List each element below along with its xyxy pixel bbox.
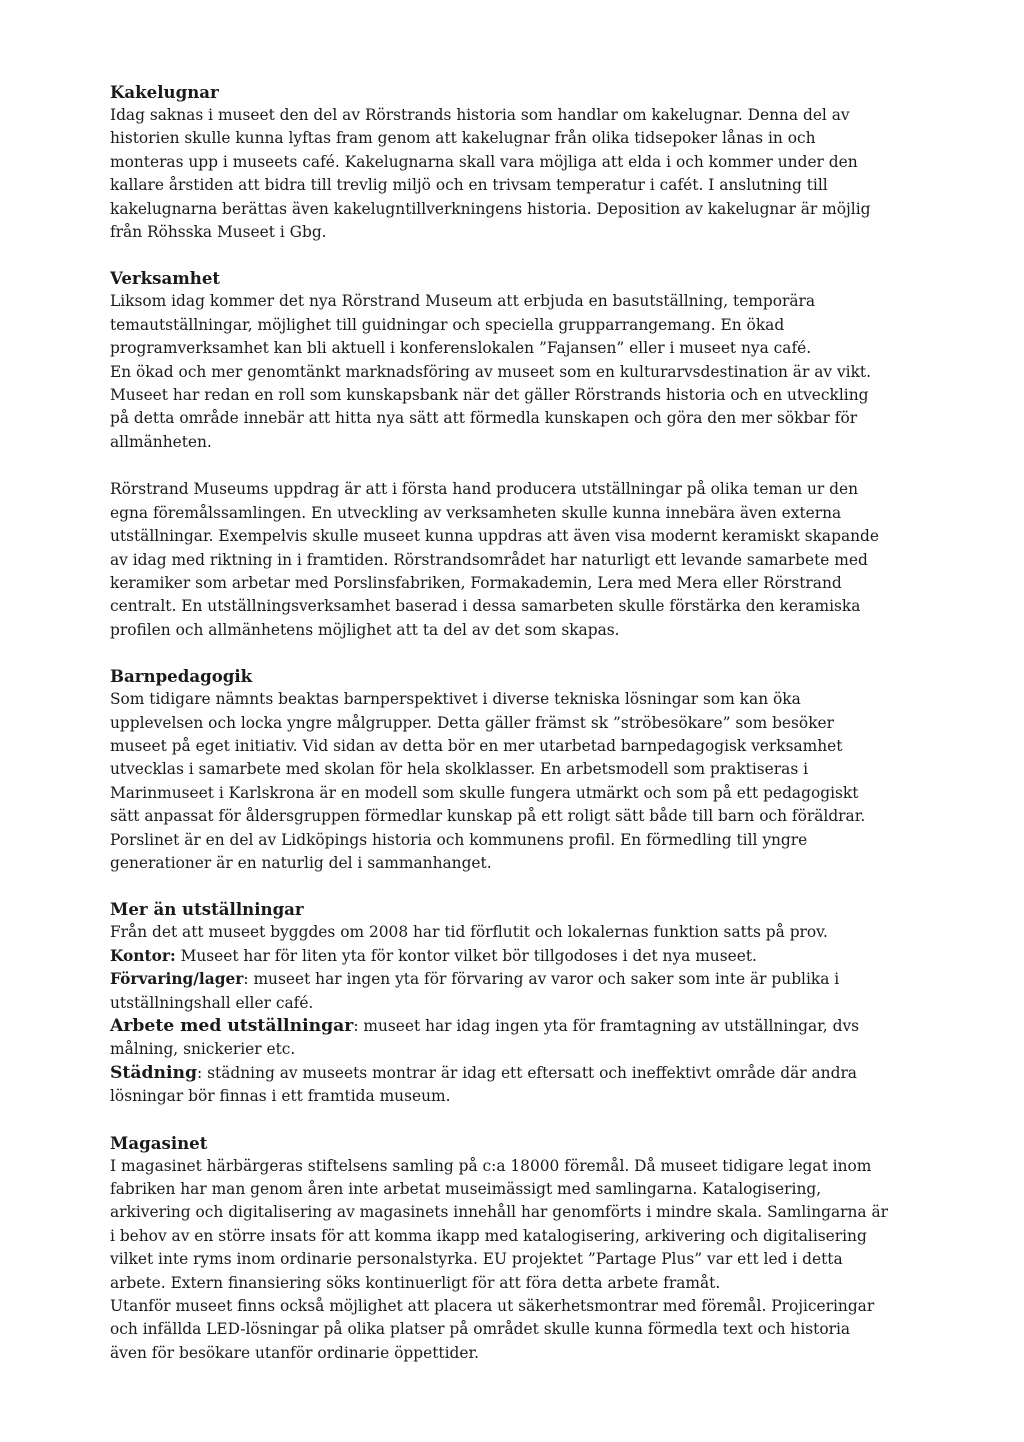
item-label: Kontor: [110, 946, 176, 965]
item-label: Arbete med utställningar [110, 1016, 354, 1036]
item-label: Förvaring/lager [110, 970, 244, 989]
list-item [110, 1015, 890, 1062]
item-text: Museet har för liten yta för kontor vilket bör tillgodoses i det nya museet. [175, 946, 757, 965]
paragraph: En ökad och mer genomtänkt marknadsföring av museet som en kulturarvsdestination är av vikt. Museet har redan en roll som kunskapsbank när det gäller Rörstrands historia och en utveckling på detta område innebär att hitta nya sätt att förmedla kunskapen och göra den mer sökbar för allmänheten. [110, 362, 871, 451]
heading-magasinet: Magasinet [110, 1132, 208, 1153]
heading-verksamhet: Verksamhet [110, 268, 221, 289]
item-text: : museet har ingen yta för förvaring av varor och saker som inte är publika i utställningshall eller café. [110, 970, 840, 1012]
paragraph: Liksom idag kommer det nya Rörstrand Museum att erbjuda en basutställning, temporära temautställningar, möjlighet till guidningar och speciella grupparrangemang. En ökad programverksamhet kan bli aktuell i konferenslokalen ”Fajansen” eller i museet nya café. [110, 292, 816, 358]
section-kakelugnar [110, 80, 890, 244]
paragraph: Utanför museet finns också möjlighet att placera ut säkerhetsmontrar med föremål. Projiceringar och infällda LED-lösningar på olika platser på området skulle kunna förmedla text och historia även för besökare utanför ordinarie öppettider. [110, 1297, 875, 1362]
section-mer-an-utstallningar [110, 897, 890, 1108]
paragraph: Från det att museet byggdes om 2008 har tid förflutit och lokalernas funktion satts på prov. [110, 923, 828, 942]
section-barnpedagogik [110, 664, 890, 875]
paragraph: Som tidigare nämnts beaktas barnperspektivet i diverse tekniska lösningar som kan öka upplevelsen och locka yngre målgrupper. Detta gäller främst sk ”ströbesökare” som besöker museet på eget initiativ. Vid sidan av detta bör en mer utarbetad barnpedagogisk verksamhet utvecklas i samarbete med skolan för hela skolklasser. En arbetsmodell som praktiseras i Marinmuseet i Karlskrona är en modell som skulle fungera utmärkt och som på ett pedagogiskt sätt anpassat för åldersgruppen förmedlar kunskap på ett roligt sätt både till barn och föräldrar. Porslinet är en del av Lidköpings historia och kommunens profil. En förmedling till yngre generationer är en naturlig del i sammanhanget. [110, 690, 866, 872]
paragraph: Idag saknas i museet den del av Rörstrands historia som handlar om kakelugnar. Denna del av historien skulle kunna lyftas fram genom att kakelugnar från olika tidsepoker lånas in och monteras upp i museets café. Kakelugnarna skall vara möjliga att elda i och kommer under den kallare årstiden att bidra till trevlig miljö och en trivsam temperatur i cafét. I anslutning till kakelugnarna berättas även kakelugntillverkningens historia. Deposition av kakelugnar är möjlig från Röhsska Museet i Gbg. [110, 106, 871, 242]
paragraph: Rörstrand Museums uppdrag är att i första hand producera utställningar på olika teman ur den egna föremålssamlingen. En utveckling av verksamheten skulle kunna innebära även externa utställningar. Exempelvis skulle museet kunna uppdras att även visa modernt keramiskt skapande av idag med riktning in i framtiden. Rörstrandsområdet har naturligt ett levande samarbete med keramiker som arbetar med Porslinsfabriken, Formakademin, Lera med Mera eller Rörstrand centralt. En utställningsverksamhet baserad i dessa samarbeten skulle förstärka den keramiska profilen och allmänhetens möjlighet att ta del av det som skapas. [110, 480, 879, 639]
section-magasinet [110, 1131, 890, 1366]
section-verksamhet [110, 266, 890, 642]
heading-mer-an-utstallningar: Mer än utställningar [110, 899, 304, 920]
heading-kakelugnar: Kakelugnar [110, 82, 219, 102]
item-text: : museet har idag ingen yta för framtagning av utställningar, dvs målning, snickerier etc. [110, 1017, 860, 1059]
document-page [110, 80, 890, 1365]
item-text: : städning av museets montrar är idag ett eftersatt och ineffektivt område där andra lösningar bör finnas i ett framtida museum. [110, 1063, 857, 1106]
list-item [110, 1062, 890, 1109]
item-label: Städning [110, 1062, 198, 1083]
list-item [110, 968, 890, 1015]
paragraph: I magasinet härbärgeras stiftelsens samling på c:a 18000 föremål. Då museet tidigare legat inom fabriken har man genom åren inte arbetat museimässigt med samlingarna. Katalogisering, arkivering och digitalisering av magasinets innehåll har genomförts i mindre skala. Samlingarna är i behov av en större insats för att komma ikapp med katalogisering, arkivering och digitalisering vilket inte ryms inom ordinarie personalstyrka. EU projektet ”Partage Plus” var ett led i detta arbete. Extern finansiering söks kontinuerligt för att föra detta arbete framåt. [110, 1156, 889, 1292]
list-item [110, 945, 890, 968]
heading-barnpedagogik: Barnpedagogik [110, 666, 253, 687]
